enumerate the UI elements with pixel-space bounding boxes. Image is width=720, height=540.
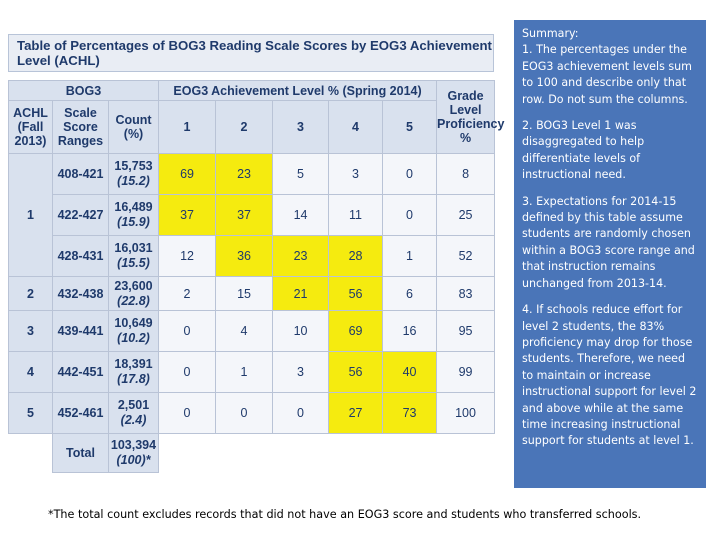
range-cell: 439-441 [53,311,109,352]
count-value: 16,031 [114,241,153,255]
value-cell: 10 [273,311,329,352]
table-row [9,236,495,277]
value-cell: 37 [216,195,273,236]
table-row [9,154,495,195]
bog3-group-header: BOG3 [9,81,159,101]
table-row [9,195,495,236]
achievement-table [8,80,505,473]
value-cell: 69 [329,311,383,352]
count-value: 10,649 [114,316,153,330]
summary-point: 1. The percentages under the EOG3 achievement levels sum to 100 and describe only that row. Do not sum the columns. [522,43,692,106]
count-cell [109,352,159,393]
range-cell: 428-431 [53,236,109,277]
eog3-group-header: EOG3 Achievement Level % (Spring 2014) [159,81,437,101]
range-cell: 432-438 [53,277,109,311]
summary-point: 3. Expectations for 2014-15 defined by this table assume students are randomly chosen within a BOG3 score range and that instruction remains unchanged from 2013-14. [522,194,695,290]
value-cell: 23 [216,154,273,195]
total-count-percent: (100)* [116,453,151,467]
count-cell [109,236,159,277]
value-cell: 0 [159,311,216,352]
count-percent: (10.2) [117,331,150,345]
count-header: Count (%) [109,101,159,154]
range-cell: 442-451 [53,352,109,393]
table-row [9,311,495,352]
proficiency-cell: 52 [437,236,495,277]
proficiency-cell: 95 [437,311,495,352]
count-cell [109,154,159,195]
count-cell [109,277,159,311]
value-cell: 0 [159,393,216,434]
value-cell: 1 [383,236,437,277]
value-cell: 56 [329,277,383,311]
count-percent: (15.5) [117,256,150,270]
value-cell: 23 [273,236,329,277]
value-cell: 21 [273,277,329,311]
footnote: *The total count excludes records that did not have an EOG3 score and students who transferred schools. [48,508,642,521]
count-percent: (15.2) [117,174,150,188]
count-value: 15,753 [114,159,153,173]
value-cell: 11 [329,195,383,236]
proficiency-cell: 99 [437,352,495,393]
count-cell [109,195,159,236]
value-cell: 15 [216,277,273,311]
achl-level-cell: 4 [9,352,53,393]
count-value: 23,600 [114,278,153,293]
table-row [9,393,495,434]
value-cell: 73 [383,393,437,434]
level-3-header: 3 [273,101,329,154]
level-5-header: 5 [383,101,437,154]
count-value: 16,489 [114,200,153,214]
total-count-cell [109,434,159,473]
count-percent: (17.8) [117,372,150,386]
level-1-header: 1 [159,101,216,154]
count-cell [109,393,159,434]
achl-header: ACHL (Fall 2013) [9,101,53,154]
scale-score-header: Scale Score Ranges [53,101,109,154]
grade-level-header: Grade Level Proficiency % [437,81,495,154]
count-percent: (22.8) [117,293,150,308]
summary-heading: Summary: [522,27,579,40]
total-row [9,434,495,473]
proficiency-cell: 100 [437,393,495,434]
table-row [9,277,495,311]
value-cell: 1 [216,352,273,393]
value-cell: 5 [273,154,329,195]
count-value: 2,501 [117,398,150,412]
value-cell: 0 [383,195,437,236]
value-cell: 36 [216,236,273,277]
value-cell: 40 [383,352,437,393]
count-percent: (2.4) [120,413,147,427]
level-2-header: 2 [216,101,273,154]
value-cell: 4 [216,311,273,352]
achl-level-cell: 3 [9,311,53,352]
proficiency-cell: 25 [437,195,495,236]
table-title: Table of Percentages of BOG3 Reading Scale Scores by EOG3 Achievement Level (ACHL) [8,34,494,72]
achl-level-cell: 1 [9,154,53,277]
value-cell: 12 [159,236,216,277]
count-value: 18,391 [114,357,153,371]
achl-level-cell: 5 [9,393,53,434]
range-cell: 422-427 [53,195,109,236]
count-percent: (15.9) [117,215,150,229]
value-cell: 3 [273,352,329,393]
table-row [9,352,495,393]
summary-panel [514,20,706,488]
value-cell: 28 [329,236,383,277]
value-cell: 0 [216,393,273,434]
range-cell: 452-461 [53,393,109,434]
summary-point: 2. BOG3 Level 1 was disaggregated to help differentiate levels of instructional need. [522,119,645,182]
proficiency-cell: 83 [437,277,495,311]
value-cell: 37 [159,195,216,236]
value-cell: 0 [159,352,216,393]
summary-point: 4. If schools reduce effort for level 2 students, the 83% proficiency may drop for those students. Therefore, we need to maintain or increase instructional support for level 2 and above while at the same time increasing instructional support for students at level 1. [522,303,697,448]
value-cell: 14 [273,195,329,236]
value-cell: 69 [159,154,216,195]
proficiency-cell: 8 [437,154,495,195]
value-cell: 3 [329,154,383,195]
value-cell: 0 [383,154,437,195]
level-4-header: 4 [329,101,383,154]
value-cell: 16 [383,311,437,352]
range-cell: 408-421 [53,154,109,195]
value-cell: 27 [329,393,383,434]
total-label: Total [53,434,109,473]
count-cell [109,311,159,352]
value-cell: 2 [159,277,216,311]
value-cell: 56 [329,352,383,393]
value-cell: 6 [383,277,437,311]
total-count-value: 103,394 [110,438,157,452]
value-cell: 0 [273,393,329,434]
achl-level-cell: 2 [9,277,53,311]
